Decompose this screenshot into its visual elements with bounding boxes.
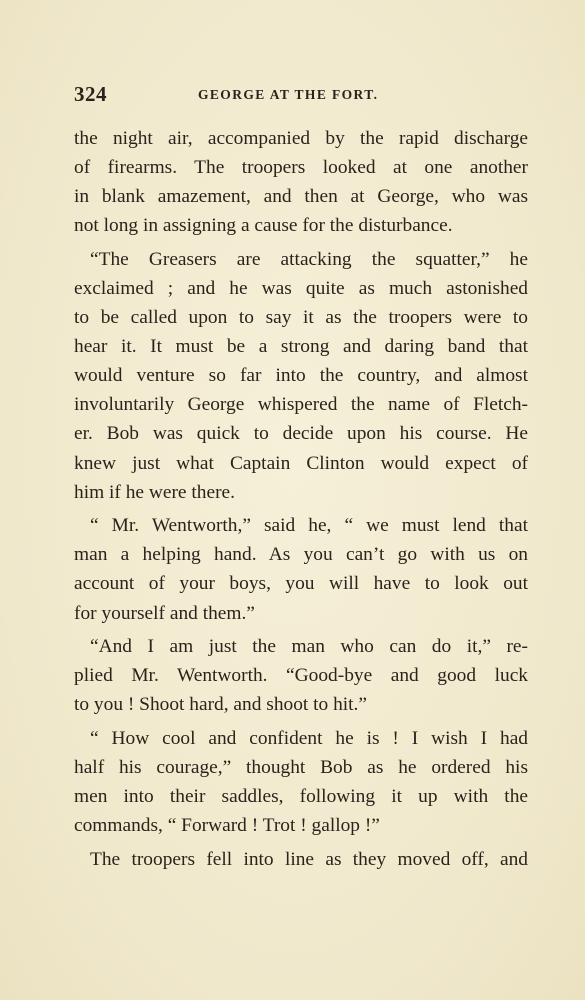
text-line: hear it. It must be a strong and daring band that (74, 336, 528, 358)
text-line: in blank amazement, and then at George, who was (74, 186, 528, 208)
text-line: exclaimed ; and he was quite as much astonished (74, 277, 528, 299)
text-line: half his courage,” thought Bob as he ordered his (74, 756, 528, 778)
text-line: knew just what Captain Clinton would expect of (74, 452, 528, 474)
text-line: for yourself and them.” (74, 602, 255, 624)
page-header (74, 82, 528, 108)
text-line: The troopers fell into line as they moved off, and (90, 848, 528, 870)
text-line: him if he were there. (74, 481, 235, 503)
text-line: man a helping hand. As you can’t go with us on (74, 544, 528, 566)
text-line: er. Bob was quick to decide upon his course. He (74, 423, 528, 445)
text-line: account of your boys, you will have to look out (74, 573, 528, 595)
text-line: “The Greasers are attacking the squatter,” he (90, 248, 528, 270)
text-line: to you ! Shoot hard, and shoot to hit.” (74, 694, 367, 716)
text-line: “And I am just the man who can do it,” re- (90, 636, 528, 658)
text-line: “ Mr. Wentworth,” said he, “ we must lend that (90, 515, 528, 537)
text-line: not long in assigning a cause for the disturbance. (74, 215, 453, 237)
text-line: to be called upon to say it as the troopers were to (74, 307, 528, 329)
text-line: plied Mr. Wentworth. “Good-bye and good luck (74, 665, 528, 687)
text-line: the night air, accompanied by the rapid discharge (74, 128, 528, 149)
body-text (74, 124, 528, 874)
text-line: men into their saddles, following it up with the (74, 786, 528, 808)
text-line: commands, “ Forward ! Trot ! gallop !” (74, 815, 380, 837)
running-head: GEORGE AT THE FORT. (198, 87, 379, 102)
text-line: “ How cool and confident he is ! I wish I had (90, 727, 528, 749)
page-number: 324 (74, 82, 107, 106)
text-line: of firearms. The troopers looked at one another (74, 157, 528, 179)
text-line: involuntarily George whispered the name of Fletch- (74, 394, 528, 416)
text-line: would venture so far into the country, and almost (74, 365, 528, 387)
